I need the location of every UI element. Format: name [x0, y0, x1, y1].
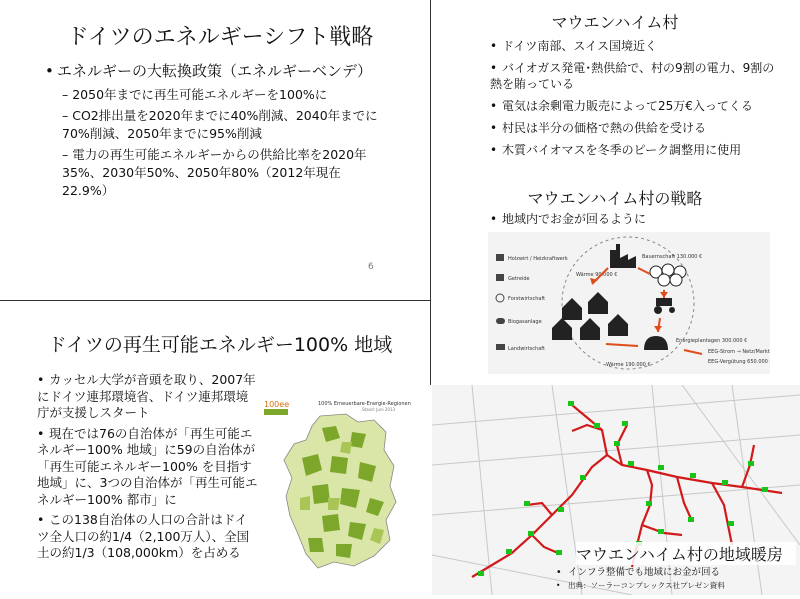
money-flow-diagram	[488, 232, 770, 374]
source-note: • 出典：ソーラーコンプレックス社プレゼン資料	[556, 581, 725, 590]
list-item: • 電気は余剰電力販売によって25万€入ってくる	[490, 99, 753, 113]
slide-divider	[0, 300, 430, 301]
diagram-label: EEG-Vergütung 650.000 €	[708, 359, 770, 365]
tree-icon	[496, 294, 504, 302]
germany-map	[262, 398, 422, 578]
diagram-label: Energieplantagen 300.000 €	[676, 338, 748, 344]
slide3-title: ドイツの再生可能エネルギー100% 地域	[47, 334, 393, 356]
slide4-title: マウエンハイム村の地域暖房	[576, 542, 796, 565]
sub-item: – 2050年までに再生可能エネルギーを100%に	[62, 87, 328, 102]
diagram-label: Wärme 190.000 €	[606, 362, 651, 368]
farm-icon	[496, 254, 504, 261]
map-subtitle: Stand: Juni 2013	[362, 407, 396, 412]
houses-icon	[552, 292, 628, 340]
sub-item: – CO2排出量を2020年までに40%削減、2040年までに70%削減、2050年までに95%削減	[62, 108, 378, 141]
slide4-bullets	[556, 566, 796, 592]
slide1-title: ドイツのエネルギーシフト戦略	[66, 25, 374, 50]
legend-label: Landwirtschaft	[508, 346, 545, 352]
slide-divider	[430, 0, 431, 385]
list-item: • 村民は半分の価格で熱の供給を受ける	[490, 121, 707, 135]
slide1-bullet: • エネルギーの大転換政策（エネルギーベンデ）	[45, 62, 373, 80]
trees-icon	[650, 264, 686, 286]
legend-label: Forstwirtschaft	[508, 296, 546, 302]
tractor-icon	[654, 298, 675, 314]
diagram-label: Wärme 90.000 €	[576, 272, 618, 278]
legend-label: Getreide	[508, 276, 530, 282]
map-title: 100% Erneuerbare-Energie-Regionen	[318, 401, 411, 407]
list-item: • 現在では76の自治体が「再生可能エネルギー100% 地域」に59の自治体が「再生可能エネルギー100% を目指す地域」に、3つの自治体が「再生可能エネルギー100% 都市」に	[37, 425, 258, 507]
slide2-title: マウエンハイム村	[551, 13, 679, 32]
strategy-bullet: • 地域内でお金が回るように	[490, 212, 647, 226]
map-logo: 100ee	[264, 400, 290, 409]
logo-bar	[264, 409, 288, 415]
list-item: • 木質バイオマスを冬季のピーク調整用に使用	[490, 143, 742, 157]
biogas-icon	[496, 318, 505, 324]
slide3-bullets	[37, 372, 259, 566]
list-item: • この138自治体の人口の合計はドイツ全人口の約1/4（2,100万人）、全国土の約1/3（108,000km）を占める	[37, 512, 250, 560]
legend-label: Holzwirt / Heizkraftwerk	[508, 256, 568, 262]
list-item: • ドイツ南部、スイス国境近く	[490, 39, 658, 53]
diagram-label: EEG-Strom → Netz/Markt	[708, 349, 770, 355]
tractor-icon	[496, 344, 505, 350]
slide1-subitems	[62, 86, 380, 203]
page-number: 6	[368, 262, 374, 272]
list-item: • バイオガス発電･熱供給で、村の9割の電力、9割の熱を賄っている	[490, 61, 775, 91]
legend-label: Biogasanlage	[508, 319, 542, 325]
list-item: • カッセル大学が音頭を取り、2007年にドイツ連邦環境省、ドイツ連邦環境庁が支援しスタート	[37, 372, 256, 420]
strategy-title: マウエンハイム村の戦略	[527, 189, 703, 208]
grain-icon	[496, 274, 504, 281]
diagram-label: Bauernschaft 130.000 €	[642, 254, 703, 260]
factory-icon	[610, 244, 636, 268]
biogas-plant-icon	[644, 336, 668, 350]
sub-item: – 電力の再生可能エネルギーからの供給比率を2020年35%、2030年50%、2050年80%（2012年現在22.9%）	[62, 147, 367, 198]
slide2-bullets	[490, 38, 775, 164]
list-item: • インフラ整備でも地域にお金が回る	[556, 567, 721, 578]
